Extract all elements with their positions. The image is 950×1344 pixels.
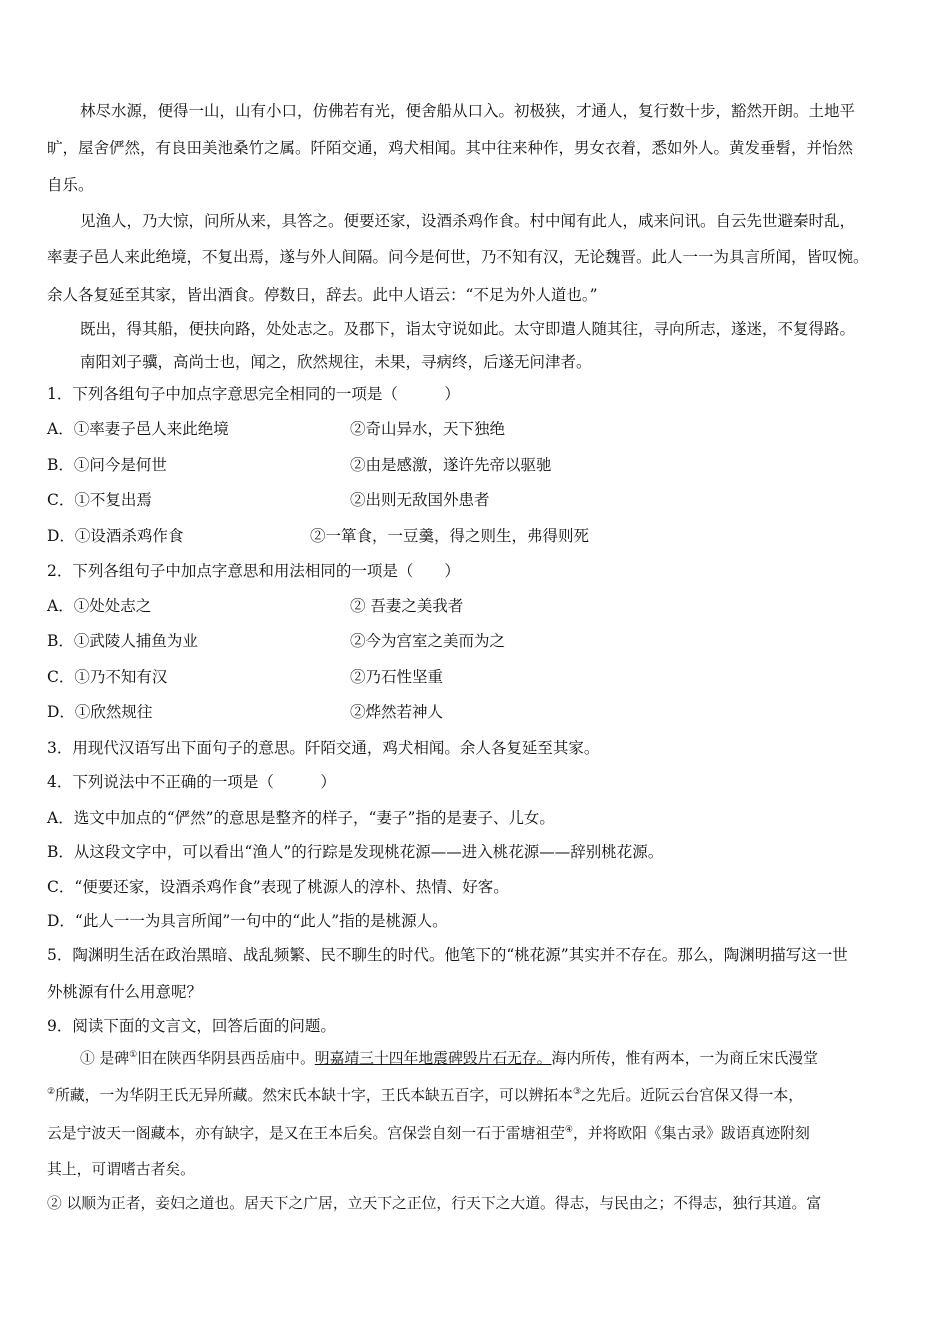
passage-line: 林尽水源，便得一山，山有小口，仿佛若有光，便舍船从口入。初极狭，才通人，复行数十步，豁然开朗。土地平	[80, 102, 856, 120]
footnote-marker: ①	[129, 1050, 138, 1061]
passage-line: 旷，屋舍俨然，有良田美池桑竹之属。阡陌交通，鸡犬相闻。其中往来种作，男女衣着，悉如外人。黄发垂髫，并怡然	[47, 139, 854, 157]
text-span: ，并将欧阳《集古录》跋语真迹附刻	[572, 1125, 810, 1142]
q9-passage-a-line	[47, 1086, 803, 1106]
text-span: 云是宁波天一阁藏本，亦有缺字，是又在王本后矣。宫保尝自刻一石于雷塘祖茔	[47, 1125, 565, 1142]
question-9-stem: 9．阅读下面的文言文，回答后面的问题。	[47, 1017, 336, 1035]
q9-passage-b-line: ② 以顺为正者，妾妇之道也。居天下之广居，立天下之正位，行天下之大道。得志，与民由之；不得志，独行其道。富	[47, 1195, 822, 1212]
footnote-marker: ④	[564, 1125, 573, 1136]
q1-option-a: A．①率妻子邑人来此绝境	[47, 420, 229, 438]
q1-option-c-second: ②出则无敌国外患者	[350, 491, 490, 509]
question-5-line: 5．陶渊明生活在政治黑暗、战乱频繁、民不聊生的时代。他笔下的“桃花源”其实并不存在。那么，陶渊明描写这一世	[47, 946, 848, 964]
footnote-marker: ②	[47, 1087, 56, 1098]
q4-option-a: A．选文中加点的“俨然”的意思是整齐的样子，“妻子”指的是妻子、儿女。	[47, 809, 555, 827]
question-4-stem: 4．下列说法中不正确的一项是（ ）	[47, 773, 336, 791]
q1-option-d: D．①设酒杀鸡作食	[47, 527, 184, 545]
q2-option-b: B．①武陵人捕鱼为业	[47, 632, 198, 650]
q1-option-d-second: ②一箪食，一豆羹，得之则生，弗得则死	[310, 527, 590, 545]
q2-option-d-second: ②烨然若神人	[350, 703, 444, 721]
q1-option-b-second: ②由是感激，遂许先帝以驱驰	[350, 456, 552, 474]
text-span: 之先后。近阮云台宫保又得一本，	[581, 1087, 804, 1104]
footnote-marker: ③	[572, 1087, 582, 1098]
text-span: 海内所传，惟有两本，一为商丘宋氏漫堂	[551, 1050, 818, 1067]
underlined-sentence: 明嘉靖三十四年地震碑毁片石无存。	[314, 1050, 552, 1067]
passage-line: 率妻子邑人来此绝境，不复出焉，遂与外人间隔。问今是何世，乃不知有汉，无论魏晋。此人一一为具言所闻，皆叹惋。	[47, 248, 869, 266]
question-3-stem: 3．用现代汉语写出下面句子的意思。阡陌交通，鸡犬相闻。余人各复延至其家。	[47, 739, 600, 757]
passage-line: 南阳刘子骥，高尚士也，闻之，欣然规往，未果，寻病终，后遂无问津者。	[80, 353, 592, 371]
q1-option-c: C．①不复出焉	[47, 491, 152, 509]
text-span: ① 是碑	[80, 1050, 130, 1067]
passage-line: 余人各复延至其家，皆出酒食。停数日，辞去。此中人语云：“不足为外人道也。”	[47, 286, 598, 304]
question-2-stem: 2．下列各组句子中加点字意思和用法相同的一项是（ ）	[47, 562, 460, 580]
question-1-stem: 1．下列各组句子中加点字意思完全相同的一项是（ ）	[47, 385, 460, 403]
text-span: 所藏，一为华阴王氏无异所藏。然宋氏本缺十字，王氏本缺五百字，可以辨拓本	[55, 1087, 573, 1104]
q2-option-c-second: ②乃石性坚重	[350, 668, 444, 686]
q1-option-b: B．①问今是何世	[47, 456, 167, 474]
text-span: 旧在陕西华阴县西岳庙中。	[137, 1050, 315, 1067]
q2-option-a-second: ② 吾妻之美我者	[350, 597, 464, 615]
passage-line: 见渔人，乃大惊，问所从来，具答之。便要还家，设酒杀鸡作食。村中闻有此人，咸来问讯。自云先世避秦时乱，	[80, 212, 856, 230]
q9-passage-a-line: 其上，可谓嗜古者矣。	[47, 1161, 195, 1178]
q4-option-b: B．从这段文字中，可以看出“渔人”的行踪是发现桃花源——进入桃花源——辞别桃花源。	[47, 843, 664, 861]
q9-passage-a-line	[80, 1049, 818, 1069]
q2-option-d: D．①欣然规往	[47, 703, 153, 721]
q4-option-d: D．“此人一一为具言所闻”一句中的“此人”指的是桃源人。	[47, 912, 448, 930]
passage-line: 自乐。	[47, 176, 94, 194]
q2-option-b-second: ②今为宫室之美而为之	[350, 632, 506, 650]
q2-option-c: C．①乃不知有汉	[47, 668, 168, 686]
q9-passage-a-line	[47, 1124, 810, 1144]
q1-option-a-second: ②奇山异水，天下独绝	[350, 420, 506, 438]
question-5-line: 外桃源有什么用意呢？	[47, 983, 203, 1001]
q4-option-c: C．“便要还家，设酒杀鸡作食”表现了桃源人的淳朴、热情、好客。	[47, 878, 509, 896]
q2-option-a: A．①处处志之	[47, 597, 152, 615]
passage-line: 既出，得其船，便扶向路，处处志之。及郡下，诣太守说如此。太守即遣人随其往，寻向所志，遂迷，不复得路。	[80, 320, 856, 338]
